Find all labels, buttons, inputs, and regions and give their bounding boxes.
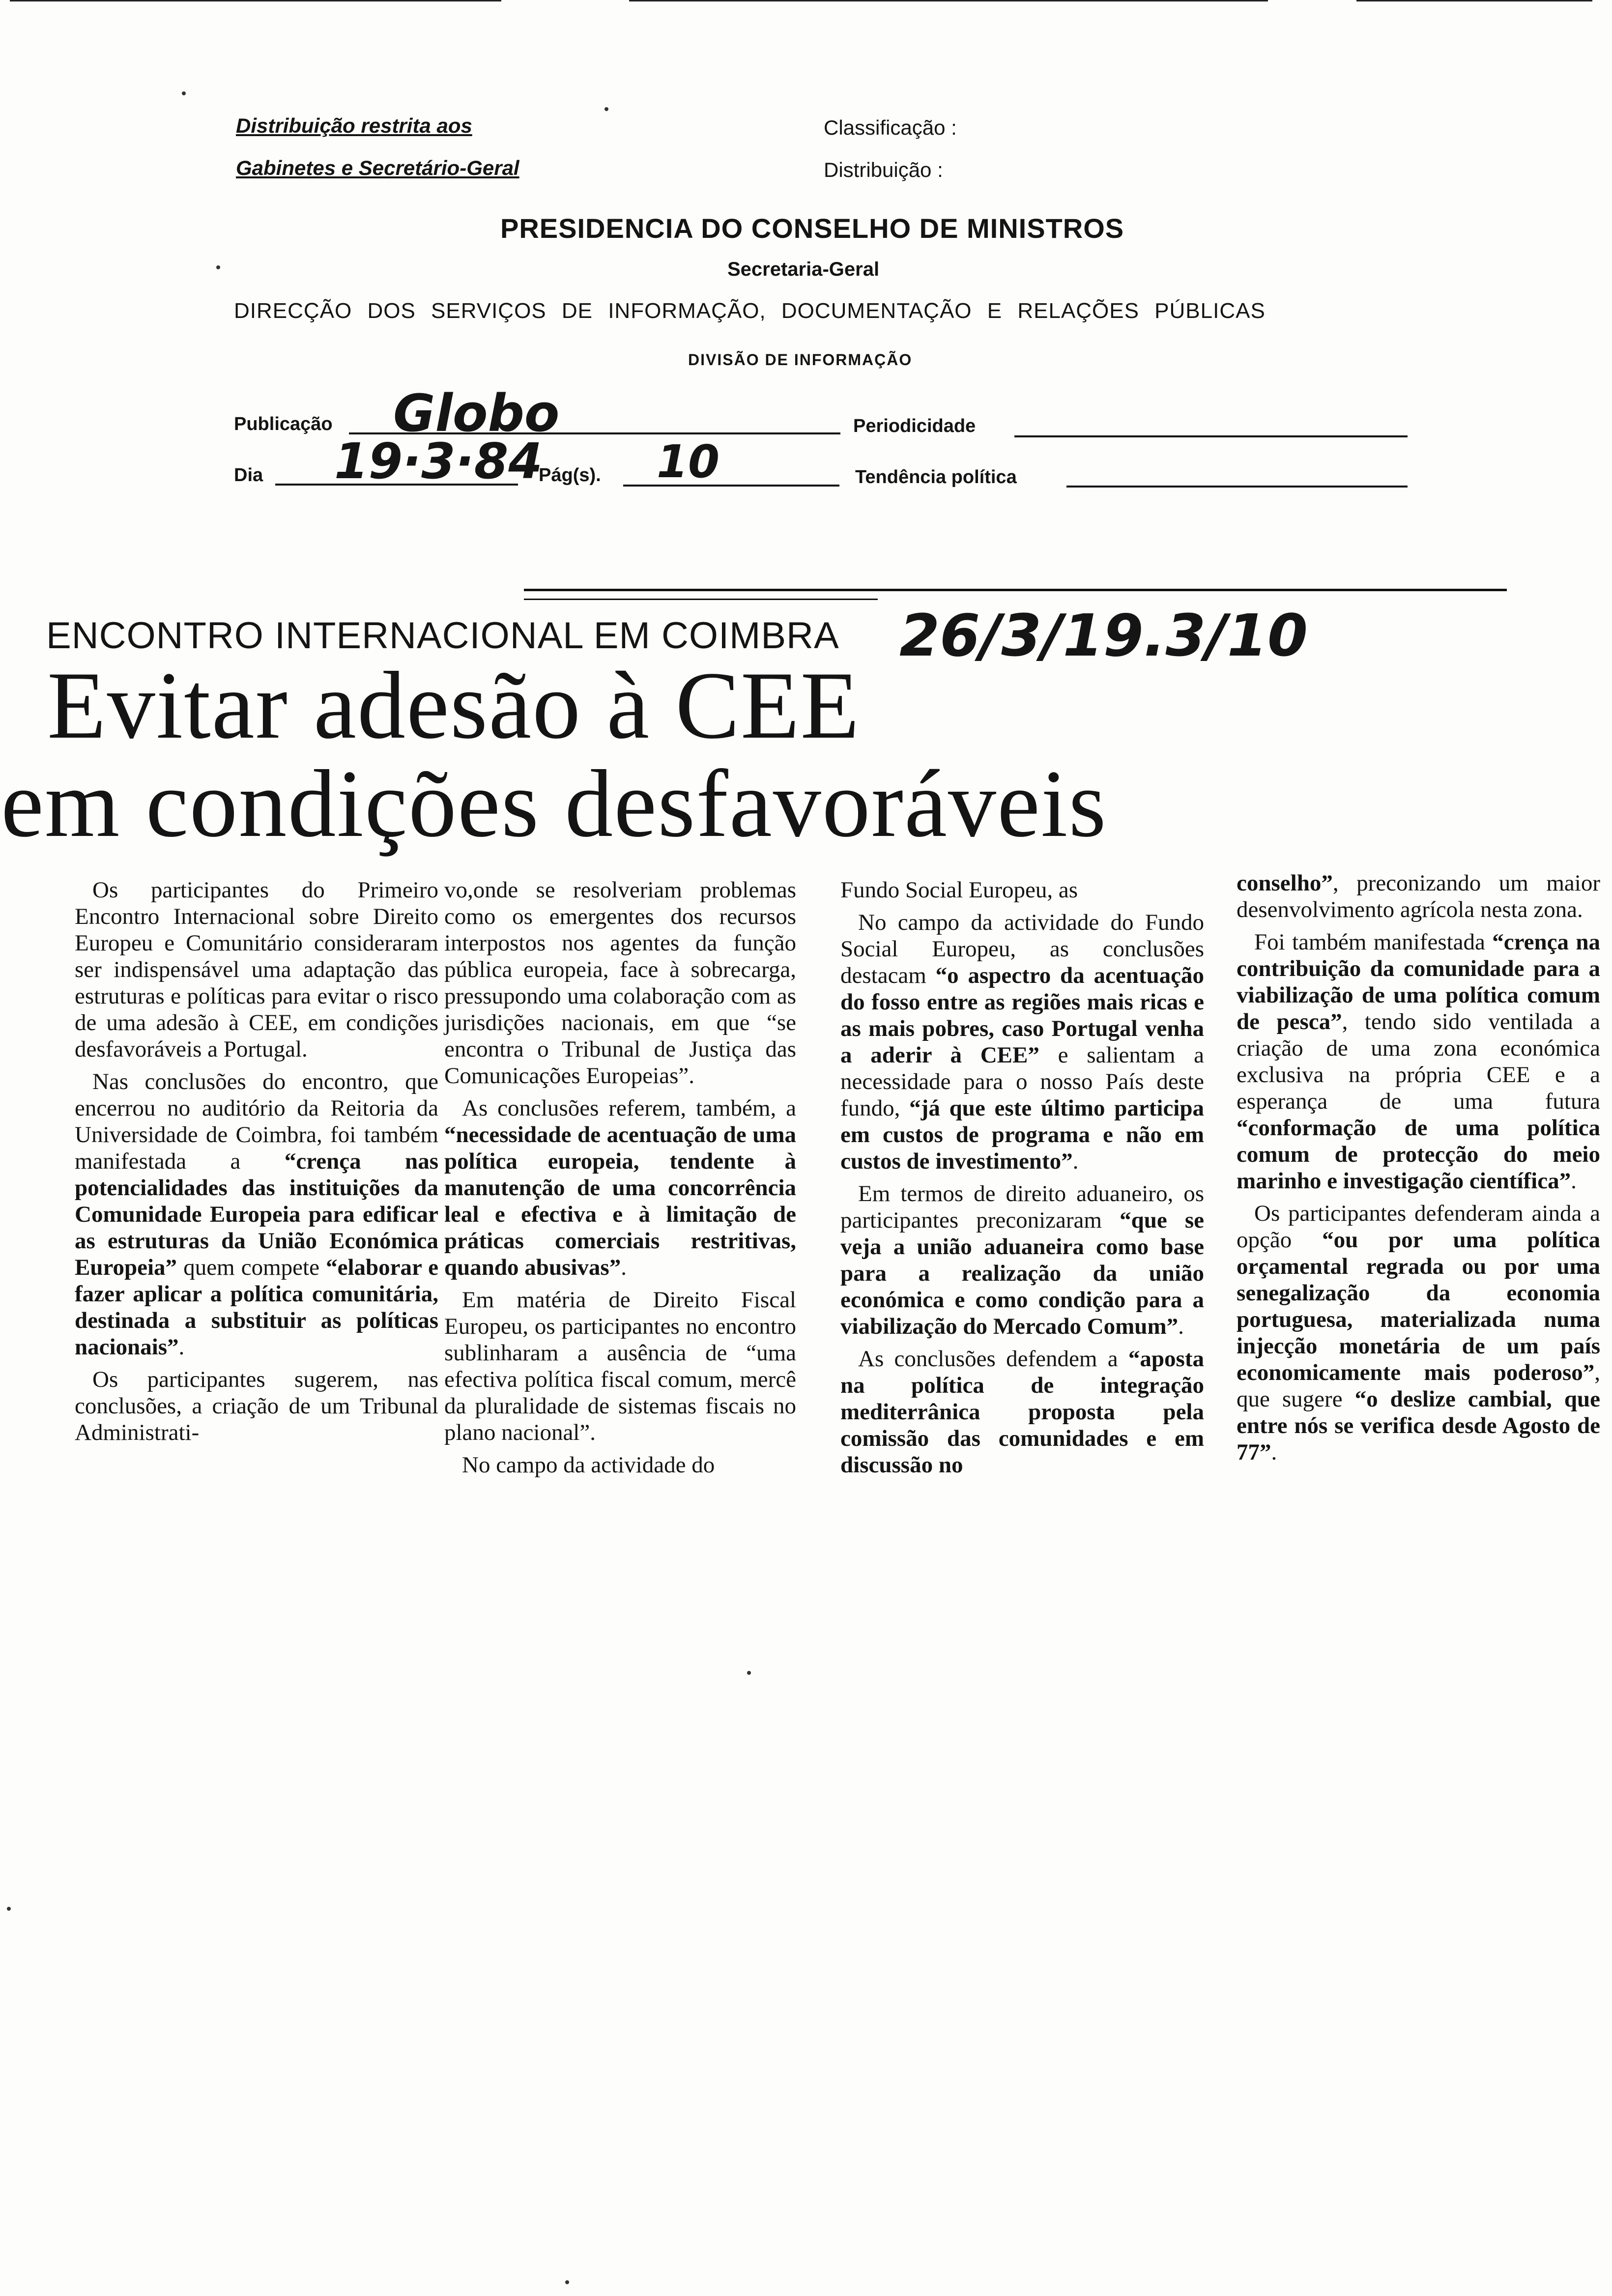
pages-value: 10 — [657, 435, 720, 488]
distribution-label: Distribuição : — [824, 158, 943, 181]
pages-field-line — [623, 485, 839, 487]
scan-speck — [565, 2280, 569, 2284]
classification-label: Classificação : — [824, 116, 957, 139]
col3-paragraph-3: Em termos de direito aduaneiro, os participantes preconizaram “que se veja a união aduaneira como base para a realização da união económica e como condição para a viabilização do Mercado Comum”. — [840, 1181, 1205, 1339]
day-value: 19·3·84 — [334, 432, 543, 490]
col3-paragraph-4: As conclusões defendem a “aposta na política de integração mediterrânica proposta pela comissão das comunidades e em discussão no — [840, 1346, 1204, 1478]
col3-paragraph-2: No campo da actividade do Fundo Social Europeu, as conclusões destacam “o aspectro da acentuação do fosso entre as regiões mais ricas e as mais pobres, caso Portugal venha a aderir à CEE” e salientam a necessidade para o nosso País deste fundo, “já que este último participa em custos de programa e não em custos de investimento”. — [840, 910, 1205, 1174]
restricted-distribution-line1: Distribuição restrita aos — [236, 114, 472, 137]
org-title: PRESIDENCIA DO CONSELHO DE MINISTROS — [500, 213, 1124, 244]
org-subtitle: Secretaria-Geral — [727, 258, 880, 280]
day-label: Dia — [234, 465, 263, 486]
col4-paragraph-1: conselho”, preconizando um maior desenvolvimento agrícola nesta zona. — [1237, 870, 1600, 922]
col4-paragraph-3: Os participantes defenderam ainda a opção “ou por uma política orçamental regrada ou por uma senegalização da economia portuguesa, materializada numa injecção monetária de um país economicamente mais poderoso”, que sugere “o deslize cambial, que entre nós se verifica desde Agosto de 77”. — [1237, 1201, 1600, 1465]
headline-line2: em condições desfavoráveis — [1, 750, 1107, 857]
tendency-field-line — [1066, 486, 1408, 488]
publication-label: Publicação — [234, 414, 333, 434]
scan-speck — [182, 91, 186, 95]
scan-speck — [216, 265, 220, 269]
col2-paragraph-4: No campo da actividade do — [462, 1452, 715, 1478]
article-column-3 — [840, 877, 1204, 1484]
department-line: DIRECÇÃO DOS SERVIÇOS DE INFORMAÇÃO, DOCUMENTAÇÃO E RELAÇÕES PÚBLICAS — [234, 299, 1266, 323]
division-line: DIVISÃO DE INFORMAÇÃO — [688, 351, 913, 369]
col2-paragraph-2: As conclusões referem, também, a “necessidade de acentuação de uma política europeia, tendente à manutenção de uma concorrência leal e efectiva e à limitação de práticas comerciais restritivas, quando abusivas”. — [444, 1095, 796, 1280]
col2-paragraph-3: Em matéria de Direito Fiscal Europeu, os participantes no encontro sublinharam a ausência de “uma efectiva política fiscal comum, mercê da pluralidade de sistemas fiscais no plano nacional”. — [444, 1287, 796, 1445]
article-kicker-rule — [524, 599, 878, 600]
col2-paragraph-1: vo,onde se resolveriam problemas como os emergentes dos recursos interpostos nos agentes da função pública europeia, face à sobrecarga, pressupondo uma colaboração com as jurisdições nacionais, em que “se encontra o Tribunal de Justiça das Comunicações Europeias”. — [444, 877, 796, 1089]
scan-edge-line — [629, 0, 1268, 1]
col1-paragraph-1: Os participantes do Primeiro Encontro Internacional sobre Direito Europeu e Comunitário consideraram ser indispensável uma adaptação das estruturas e políticas para evitar o risco de uma adesão à CEE, em condições desfavoráveis a Portugal. — [75, 877, 438, 1062]
tendency-label: Tendência política — [855, 467, 1017, 488]
periodicity-label: Periodicidade — [853, 416, 976, 436]
col1-paragraph-2: Nas conclusões do encontro, que encerrou no auditório da Reitoria da Universidade de Coimbra, foi também manifestada a “crença nas potencialidades das instituições da Comunidade Europeia para edificar as estruturas da União Económica Europeia” quem compete “elaborar e fazer aplicar a política comunitária, destinada a substituir as políticas nacionais”. — [75, 1069, 438, 1360]
article-column-4 — [1237, 870, 1600, 1471]
article-column-1 — [75, 877, 438, 1452]
pages-label: Pág(s). — [539, 465, 601, 486]
restricted-distribution-line2: Gabinetes e Secretário-Geral — [236, 156, 519, 179]
headline-line1: Evitar adesão à CEE — [47, 652, 861, 759]
col1-paragraph-3: Os participantes sugerem, nas conclusões, a criação de um Tribunal Administrati- — [75, 1367, 438, 1445]
scan-speck — [747, 1671, 751, 1675]
col3-paragraph-1: Fundo Social Europeu, as — [840, 877, 1078, 903]
article-column-2 — [444, 877, 796, 1484]
scan-speck — [7, 1907, 11, 1911]
article-top-rule — [524, 589, 1507, 591]
handwritten-stamp-note: 26/3/19.3/10 — [899, 602, 1308, 669]
article-kicker: ENCONTRO INTERNACIONAL EM COIMBRA — [46, 615, 839, 657]
scan-edge-line — [10, 0, 501, 1]
periodicity-field-line — [1014, 435, 1408, 437]
scan-speck — [604, 107, 608, 111]
publication-value: Globo — [393, 383, 560, 443]
col4-paragraph-2: Foi também manifestada “crença na contribuição da comunidade para a viabilização de uma política comum de pesca”, tendo sido ventilada a criação de uma zona económica exclusiva na própria CEE e a esperança de uma futura “conformação de uma política comum de protecção do meio marinho e investigação científica”. — [1237, 929, 1601, 1194]
scan-edge-line — [1356, 0, 1592, 1]
